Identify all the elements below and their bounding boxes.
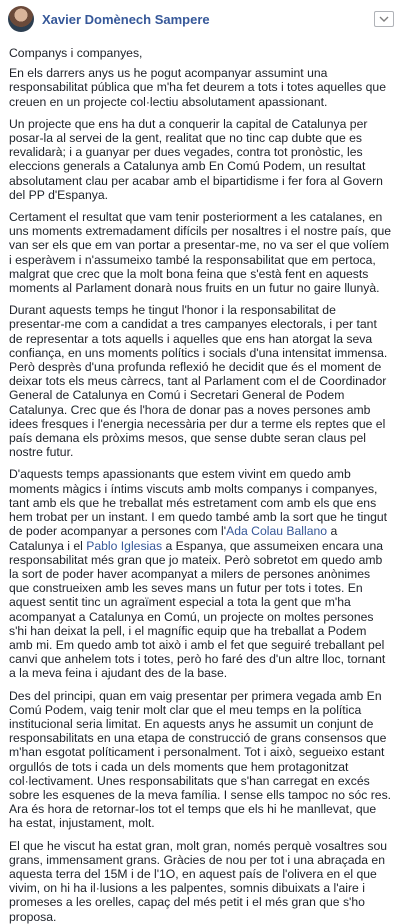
post-paragraph-7: El que he viscut ha estat gran, molt gran, només perquè vosaltres sou grans, immensament grans. Gràcies de nou per tot i una abraçada en aquesta terra del 15M i de l'1O, en aquest país de l'olivera en el que vivim, on hi ha il·lusions a les palpentes, somnis dibuixats a l'aire i promeses a les orelles, capaç del més petit i el més gran que s'ho proposa.	[9, 838, 388, 924]
post-paragraph-5-text-b: a Catalunya i el	[9, 524, 338, 553]
mention-ada-colau[interactable]: Ada Colau Ballano	[226, 524, 328, 539]
post-paragraph-3: Certament el resultat que vam tenir posteriorment a les catalanes, en uns moments extremadament difícils per nosaltres i el nostre país, que van ser els que em van portar a presentar-me, no va ser el que volíem i esperàvem i n'assumeixo també la responsabilitat que em pertoca, malgrat que crec que la molt bona feina que s'està fent en aquests moments al Parlament donarà nous fruits en un futur no gaire llunyà.	[9, 210, 392, 296]
post-paragraph-6: Des del principi, quan em vaig presentar per primera vegada amb En Comú Podem, vaig tenir molt clar que el meu temps en la política institucional seria limitat. En aquests anys he assumit un conjunt de responsabilitats en una etapa de construcció de grans consensos que m'han esgotat políticament i personalment. Tot i això, segueixo estant orgullós de tots i cada un dels moments que hem protagonitzat col·lectivament. Unes responsabilitats que s'han carregat en excés sobre les esquenes de la meva família. I sense ells tampoc no sóc res. Ara és hora de retornar-los tot el temps que els hi he manllevat, que ha estat, injustament, molt.	[9, 688, 392, 831]
post-paragraph-2: Un projecte que ens ha dut a conquerir la capital de Catalunya per posar-la al servei de la gent, realitat que no tinc cap dubte que es revalidarà; i a guanyar per dues vegades, contra tot pronòstic, les eleccions generals a Catalunya amb En Comú Podem, un resultat absolutament clau per acabar amb el bipartidisme i fer fora al Govern del PP d'Espanya.	[9, 116, 383, 202]
post-paragraph-5	[9, 467, 393, 680]
post-paragraph-4: Durant aquests temps he tingut l'honor i la responsabilitat de presentar-me com a candidat a tres campanyes electorals, i per tant de representar a tots aquells i aquelles que ens han atorgat la seva confiança, en uns moments polítics i socials d'una intensitat immensa. Però desprès d'una profunda reflexió he decidit que és el moment de deixar tots els meus càrrecs, tant al Parlament com el de Coordinador General de Catalunya en Comú i Secretari General de Podem Catalunya. Crec que és l'hora de donar pas a noves persones amb idees fresques i l'energia necessària per dur a terme els reptes que el país demana els pròxims mesos, que sense dubte seran claus pel nostre futur.	[9, 303, 388, 460]
post-paragraph-5-text-c: a Espanya, que assumeixen encara una responsabilitat més gran que jo mateix. Però sobretot em quedo amb la sort de poder haver acompanyat a milers de persones anònimes que construeixen amb les seves mans un futur per tots i totes. En aquest sentit tinc un agraïment especial a tota la gent que m'ha acompanyat a Catalunya en Comú, un projecte on moltes persones s'hi han deixat la pell, i el magnífic equip que ha treballat a Podem amb mi. Em quedo amb tot això i amb el fet que seguiré treballant pel canvi que anhelem tots i totes, però ho faré des d'un altre lloc, tornant a la meva feina i ajudant des de la base.	[9, 538, 386, 681]
mention-pablo-iglesias[interactable]: Pablo Iglesias	[86, 538, 163, 553]
avatar[interactable]	[8, 6, 34, 32]
post-menu-button[interactable]	[374, 11, 394, 27]
post-greeting: Companys i companyes,	[9, 46, 143, 60]
post-header	[0, 0, 402, 38]
post-paragraph-5-text-a: D'aquests temps apassionants que estem vivint em quedo amb moments màgics i íntims viscuts amb molts companys i companyes, tant amb els que he treballat més estretament com amb els que ens hem trobat per un instant. I em quedo també amb la sort que he tingut de poder acompanyar a persones com l'	[9, 467, 388, 539]
author-name[interactable]: Xavier Domènech Sampere	[42, 11, 210, 27]
post-body	[0, 46, 402, 924]
chevron-down-icon	[379, 16, 389, 22]
post-paragraph-1: En els darrers anys us he pogut acompanyar assumint una responsabilitat pública que m'ha fet deurem a tots i totes aquelles que creuen en un projecte col·lectiu absolutament apassionant.	[9, 66, 386, 109]
